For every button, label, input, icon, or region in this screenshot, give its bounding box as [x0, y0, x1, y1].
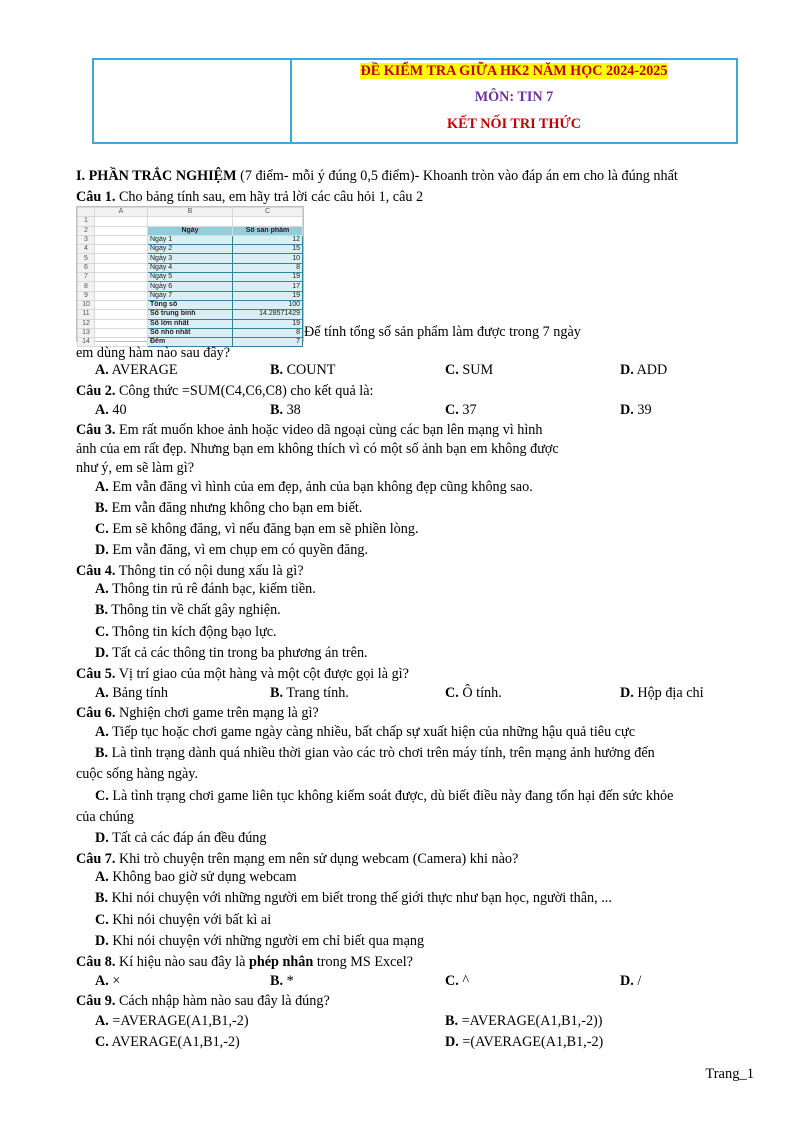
q1-option-d: D. ADD [620, 362, 668, 378]
sheet-row: 4 Ngày 2 15 [78, 245, 303, 254]
q8-option-a: A. × [95, 973, 121, 989]
sheet-row: 8 Ngày 6 17 [78, 282, 303, 291]
q9-option-d: D. =(AVERAGE(A1,B1,-2) [445, 1034, 604, 1050]
exam-book: KẾT NỐI TRI THỨC [447, 116, 581, 132]
question-3: Câu 3. Em rất muốn khoe ảnh hoặc video dã ngoại cùng các bạn lên mạng vì hình [76, 422, 543, 438]
sheet-row: 3 Ngày 1 12 [78, 235, 303, 244]
sheet-row: 9 Ngày 7 19 [78, 291, 303, 300]
q8-option-c: C. ^ [445, 973, 470, 989]
q9-option-c: C. AVERAGE(A1,B1,-2) [95, 1034, 240, 1050]
q7-option-a: A. Không bao giờ sử dụng webcam [95, 869, 297, 885]
header-right-cell [292, 60, 736, 142]
question-2: Câu 2. Công thức =SUM(C4,C6,C8) cho kết quả là: [76, 383, 374, 399]
q7-option-d: D. Khi nói chuyện với những người em chỉ biết qua mạng [95, 933, 425, 949]
sheet-col-headers: A B C [78, 208, 303, 217]
question-1: Câu 1. Cho bảng tính sau, em hãy trả lời các câu hỏi 1, câu 2 [76, 189, 424, 205]
q6-option-c-cont: của chúng [76, 809, 134, 825]
q8-option-d: D. / [620, 973, 642, 989]
q6-option-b-cont: cuộc sống hàng ngày. [76, 766, 199, 782]
q5-option-b: B. Trang tính. [270, 685, 349, 701]
q7-option-c: C. Khi nói chuyện với bất kì ai [95, 912, 272, 928]
question-8: Câu 8. Kí hiệu nào sau đây là phép nhân trong MS Excel? [76, 954, 413, 970]
sheet-row: 14 Đếm 7 [78, 338, 303, 347]
sheet-row: 10 Tổng số 100 [78, 300, 303, 309]
q4-option-d: D. Tất cả các thông tin trong ba phương án trên. [95, 645, 368, 661]
question-3-text-3: như ý, em sẽ làm gì? [76, 460, 195, 476]
sheet-row: 6 Ngày 4 8 [78, 263, 303, 272]
question-4: Câu 4. Thông tin có nội dung xấu là gì? [76, 563, 304, 579]
q2-option-b: B. 38 [270, 402, 301, 418]
question-5: Câu 5. Vị trí giao của một hàng và một cột được gọi là gì? [76, 666, 409, 682]
q5-option-a: A. Bảng tính [95, 685, 168, 701]
exam-title: ĐỀ KIỂM TRA GIỮA HK2 NĂM HỌC 2024-2025 [360, 63, 668, 79]
question-9: Câu 9. Cách nhập hàm nào sau đây là đúng? [76, 993, 330, 1009]
q1-option-c: C. SUM [445, 362, 494, 378]
q5-option-c: C. Ô tính. [445, 685, 502, 701]
q9-option-b: B. =AVERAGE(A1,B1,-2)) [445, 1013, 603, 1029]
header-box [92, 58, 738, 144]
q9-option-a: A. =AVERAGE(A1,B1,-2) [95, 1013, 249, 1029]
question-7: Câu 7. Khi trò chuyện trên mạng em nên sử dụng webcam (Camera) khi nào? [76, 851, 519, 867]
q3-option-a: A. Em vẫn đăng vì hình của em đẹp, ảnh của bạn không đẹp cũng không sao. [95, 479, 533, 495]
q1-option-a: A. AVERAGE [95, 362, 178, 378]
question-1-text-3: em dùng hàm nào sau đây? [76, 345, 231, 361]
question-1-text-2: Để tính tổng số sản phẩm làm được trong 7 ngày [304, 324, 581, 340]
page-number: Trang_1 [705, 1066, 754, 1082]
sheet-row: 12 Số lớn nhất 19 [78, 319, 303, 328]
q4-option-a: A. Thông tin rủ rê đánh bạc, kiếm tiền. [95, 581, 316, 597]
q7-option-b: B. Khi nói chuyện với những người em biết trong thế giới thực như bạn học, người thân, ... [95, 890, 612, 906]
q2-option-c: C. 37 [445, 402, 477, 418]
q8-option-b: B. * [270, 973, 294, 989]
q4-option-c: C. Thông tin kích động bạo lực. [95, 624, 277, 640]
question-3-text-2: ảnh của em rất đẹp. Nhưng bạn em không thích vì có một số ảnh bạn em không được [76, 441, 559, 457]
sheet-row: 7 Ngày 5 19 [78, 273, 303, 282]
q1-option-b: B. COUNT [270, 362, 336, 378]
q3-option-b: B. Em vẫn đăng nhưng không cho bạn em biết. [95, 500, 363, 516]
q3-option-d: D. Em vẫn đăng, vì em chụp em có quyền đăng. [95, 542, 369, 558]
section-heading: I. PHẦN TRẮC NGHIỆM (7 điểm- mỗi ý đúng 0,5 điểm)- Khoanh tròn vào đáp án em cho là đúng nhất [76, 168, 678, 184]
q5-option-d: D. Hộp địa chỉ [620, 685, 704, 701]
spreadsheet-image: A B C 1 2 Ngày Số sản phẩm 3 Ngày 1 12 4 Ngày 2 15 5 Ngày 3 10 6 Ngày 4 8 7 Ngày 5 19 8 Ngày 6 17 9 Ngày 7 19 10 Tổng số 100 11 Số trung bình 14.28571429 12 Số lớn nhất 19 13 Số nhỏ nhất 8 14 Đếm 7 [76, 206, 304, 342]
sheet-row: 5 Ngày 3 10 [78, 254, 303, 263]
q3-option-c: C. Em sẽ không đăng, vì nếu đăng bạn em sẽ phiền lòng. [95, 521, 419, 537]
question-6: Câu 6. Nghiện chơi game trên mạng là gì? [76, 705, 319, 721]
q4-option-b: B. Thông tin về chất gây nghiện. [95, 602, 281, 618]
exam-subject: MÔN: TIN 7 [474, 89, 554, 105]
q2-option-a: A. 40 [95, 402, 127, 418]
header-left-cell [94, 60, 292, 142]
sheet-row: 11 Số trung bình 14.28571429 [78, 310, 303, 319]
q6-option-c: C. Là tình trạng chơi game liên tục không kiểm soát được, dù biết điều này đang tổn hại đến sức khỏe [95, 788, 674, 804]
q6-option-d: D. Tất cả các đáp án đều đúng [95, 830, 267, 846]
q6-option-a: A. Tiếp tục hoặc chơi game ngày càng nhiều, bất chấp sự xuất hiện của những hậu quả tiêu cực [95, 724, 635, 740]
q6-option-b: B. Là tình trạng dành quá nhiều thời gian vào các trò chơi trên máy tính, trên mạng ảnh hưởng đến [95, 745, 655, 761]
sheet-row: 13 Số nhỏ nhất 8 [78, 328, 303, 337]
q2-option-d: D. 39 [620, 402, 652, 418]
